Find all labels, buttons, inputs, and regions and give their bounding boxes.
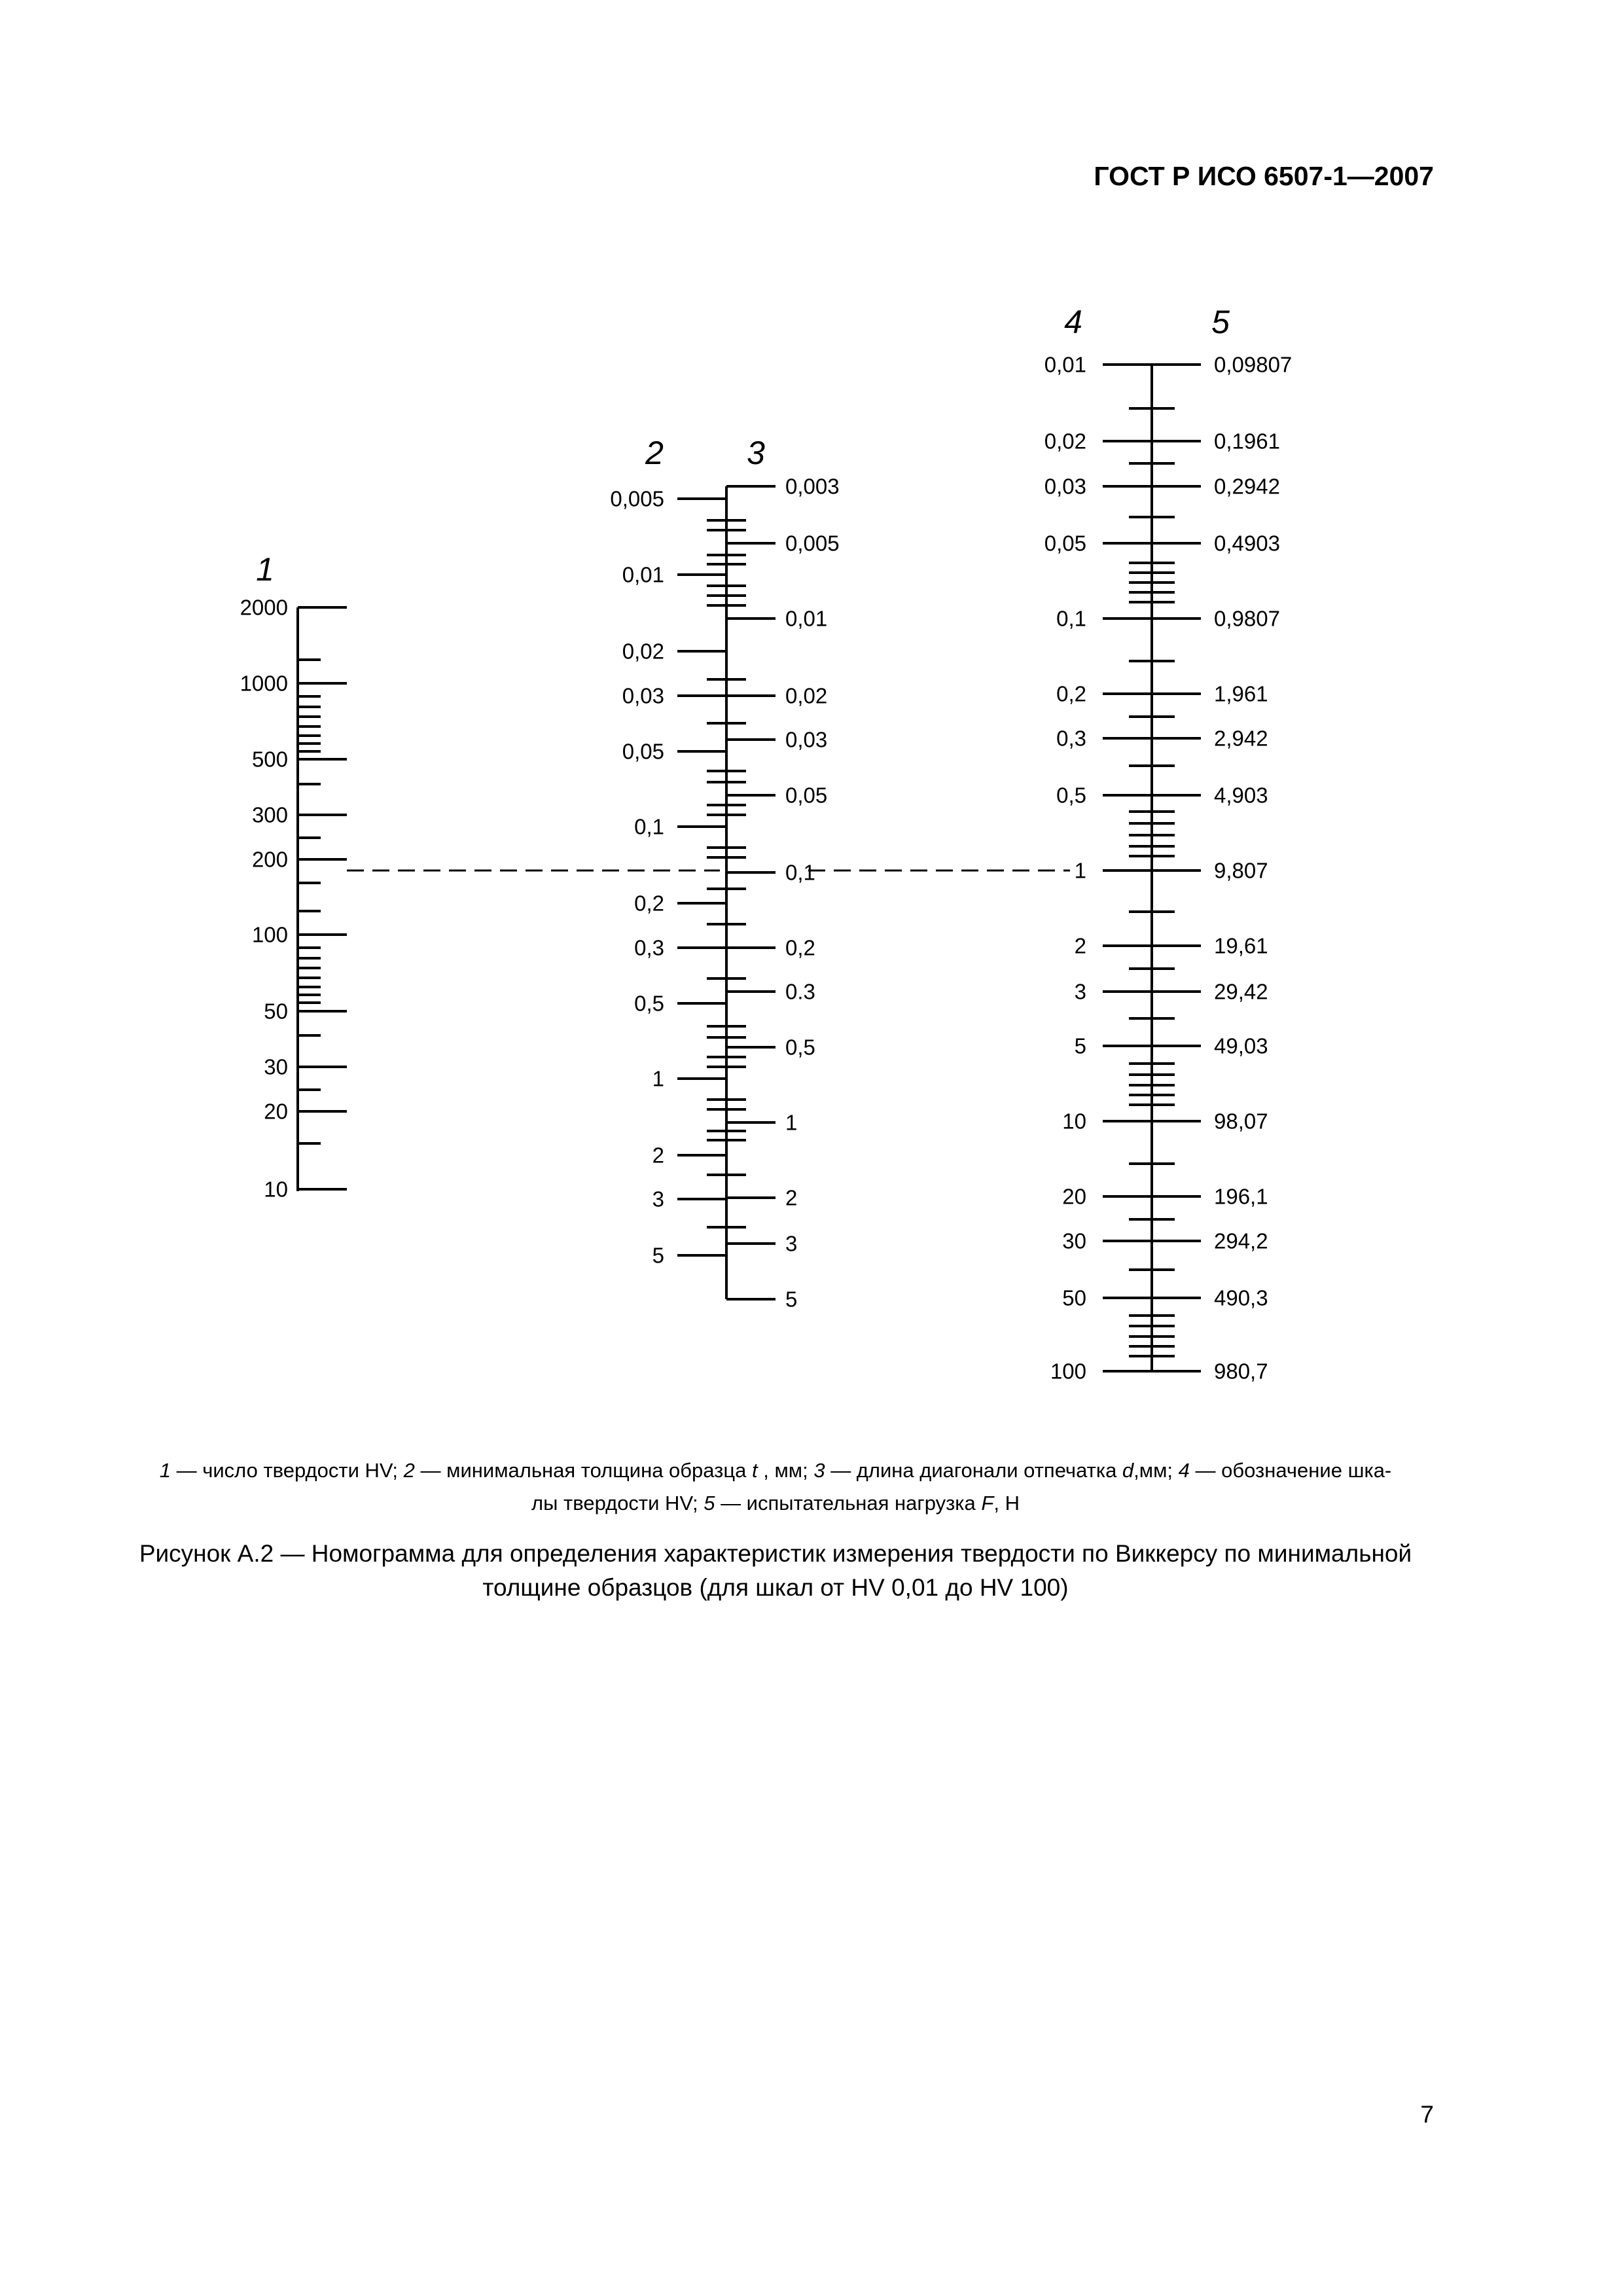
- legend-text: — минимальная толщина образца: [414, 1459, 752, 1482]
- scale-2-label: 0,5: [634, 991, 664, 1016]
- legend-variable-F: F: [981, 1492, 994, 1515]
- scale-3-label: 2: [785, 1185, 798, 1210]
- legend-number-5: 5: [704, 1492, 715, 1515]
- scale-5-label: 4,903: [1214, 783, 1268, 808]
- scale-3-label: 0,5: [785, 1035, 815, 1060]
- scale-3-label: 0,003: [785, 474, 840, 499]
- scale-5-label: 0,9807: [1214, 606, 1280, 631]
- scale-3-label: 0,05: [785, 783, 828, 808]
- scale-2-label: 0,2: [634, 891, 664, 916]
- scale-4-label: 20: [1062, 1184, 1086, 1209]
- scale-3-label: 0,01: [785, 606, 828, 631]
- scale-4-label: 3: [1074, 979, 1086, 1004]
- scale-4-label: 0,05: [1044, 531, 1086, 556]
- scale-2-title: 2: [645, 435, 664, 471]
- scale-5-label: 0,1961: [1214, 429, 1280, 454]
- scale-4-label: 100: [1050, 1359, 1086, 1384]
- scale-5-label: 29,42: [1214, 979, 1268, 1004]
- scale-2-label: 0,03: [622, 683, 664, 708]
- scale-1-title: 1: [256, 551, 274, 588]
- scale-4-title: 4: [1064, 304, 1082, 340]
- scale-1-label: 500: [251, 747, 288, 772]
- scale-1-label: 2000: [240, 595, 288, 620]
- legend-text: ,мм;: [1133, 1459, 1179, 1482]
- scale-4-label: 0,2: [1056, 681, 1086, 706]
- scale-2-label: 1: [652, 1066, 664, 1091]
- scale-4-label: 0,1: [1056, 606, 1086, 631]
- legend-text: , Н: [993, 1492, 1020, 1515]
- scale-5-label: 490,3: [1214, 1285, 1268, 1310]
- scale-2-label: 0,3: [634, 935, 664, 960]
- scale-4-label: 5: [1074, 1033, 1086, 1058]
- scale-1-label: 1000: [240, 671, 288, 696]
- legend-number-4: 4: [1178, 1459, 1190, 1482]
- scale-1-label: 30: [264, 1054, 288, 1079]
- scale-2-label: 0,005: [610, 486, 664, 511]
- scale-3-label: 0,03: [785, 727, 828, 752]
- caption-line-2: толщине образцов (для шкал от HV 0,01 до HV 100): [482, 1574, 1069, 1601]
- legend-text: — число твердости HV;: [170, 1459, 404, 1482]
- legend-number-3: 3: [813, 1459, 825, 1482]
- scale-2-label: 0,1: [634, 814, 664, 839]
- scale-1-label: 100: [251, 922, 288, 947]
- page-number: 7: [1420, 2101, 1434, 2128]
- scale-2-label: 5: [652, 1243, 664, 1268]
- scale-4-label: 50: [1062, 1285, 1086, 1310]
- scale-1-label: 50: [264, 999, 288, 1024]
- legend-number-1: 1: [159, 1459, 171, 1482]
- scale-5-label: 9,807: [1214, 858, 1268, 883]
- scale-5-title: 5: [1211, 304, 1230, 340]
- scale-3-label: 3: [785, 1231, 798, 1256]
- scale-4-label: 0,3: [1056, 726, 1086, 751]
- caption-line-1: Рисунок А.2 — Номограмма для определения характеристик измерения твердости по Виккерсу по минимальной: [139, 1540, 1412, 1567]
- scale-4-label: 30: [1062, 1229, 1086, 1253]
- legend-text: — обозначение шка-: [1189, 1459, 1392, 1482]
- legend-text: лы твердости HV;: [531, 1492, 704, 1515]
- scale-5-label: 294,2: [1214, 1229, 1268, 1253]
- scale-3-label: 0,1: [785, 860, 815, 885]
- scale-3-label: 0,005: [785, 531, 840, 556]
- scale-3-label: 1: [785, 1110, 798, 1135]
- scale-5-label: 49,03: [1214, 1033, 1268, 1058]
- scale-3-title: 3: [747, 435, 765, 471]
- legend-variable-d: d: [1122, 1459, 1134, 1482]
- scale-4-label: 0,02: [1044, 429, 1086, 454]
- scale-2-label: 0,01: [622, 562, 664, 587]
- scale-5-label: 2,942: [1214, 726, 1268, 751]
- scale-3-label: 0,02: [785, 683, 828, 708]
- scale-4-label: 0,03: [1044, 474, 1086, 499]
- legend-text: , мм;: [757, 1459, 814, 1482]
- scale-5-label: 980,7: [1214, 1359, 1268, 1384]
- document-header: ГОСТ Р ИСО 6507-1—2007: [1094, 161, 1434, 191]
- scale-5-label: 98,07: [1214, 1109, 1268, 1134]
- scale-3-label: 0,2: [785, 935, 815, 960]
- scale-5-label: 19,61: [1214, 933, 1268, 958]
- scale-4-label: 1: [1074, 858, 1086, 883]
- scale-2-label: 2: [652, 1143, 664, 1168]
- scale-3-label: 5: [785, 1287, 798, 1312]
- scale-5-label: 0,2942: [1214, 474, 1280, 499]
- scale-3-label: 0.3: [785, 979, 815, 1004]
- scale-5-label: 1,961: [1214, 681, 1268, 706]
- scale-5-label: 196,1: [1214, 1184, 1268, 1209]
- scale-4-label: 0,01: [1044, 352, 1086, 377]
- scale-5-label: 0,4903: [1214, 531, 1280, 556]
- scale-4-label: 0,5: [1056, 783, 1086, 808]
- legend-number-2: 2: [403, 1459, 415, 1482]
- scale-4-label: 2: [1074, 933, 1086, 958]
- legend-text: — длина диагонали отпечатка: [825, 1459, 1122, 1482]
- legend-variable-t: t: [752, 1459, 758, 1482]
- figure-caption: [105, 1537, 1446, 1605]
- scale-5-label: 0,09807: [1214, 352, 1293, 377]
- legend-text: — испытательная нагрузка: [715, 1492, 982, 1515]
- scale-1-label: 20: [264, 1099, 288, 1124]
- scale-2-label: 3: [652, 1187, 664, 1211]
- scale-2-label: 0,02: [622, 639, 664, 664]
- scale-2-label: 0,05: [622, 739, 664, 764]
- figure-legend: [105, 1454, 1446, 1520]
- scale-1-label: 10: [264, 1177, 288, 1202]
- scale-4-label: 10: [1062, 1109, 1086, 1134]
- scale-1-label: 300: [251, 802, 288, 827]
- scale-1-label: 200: [251, 847, 288, 872]
